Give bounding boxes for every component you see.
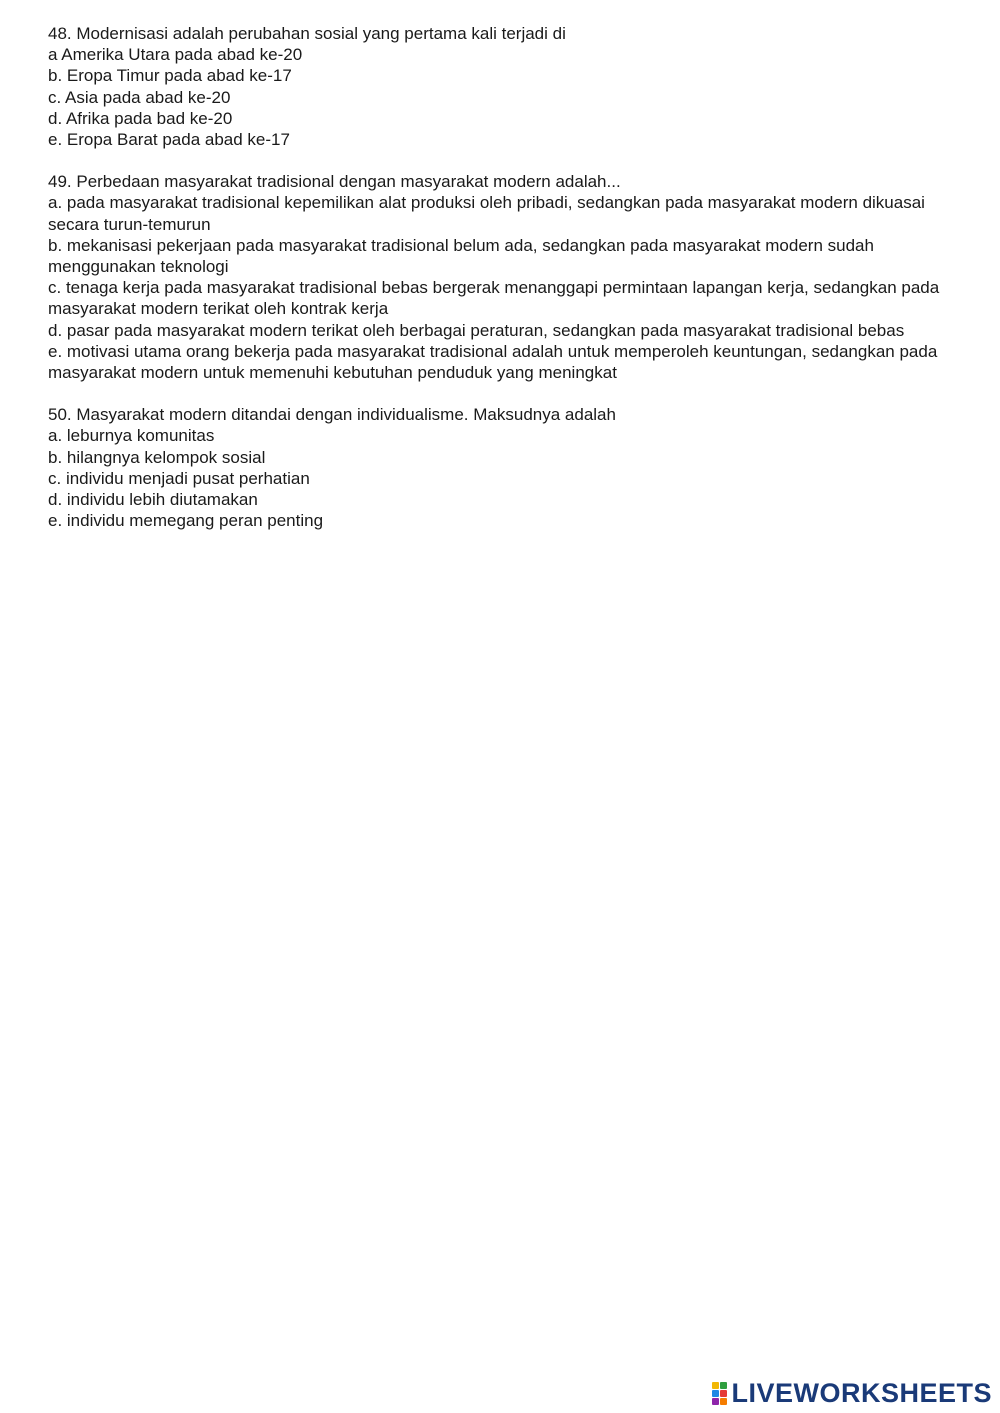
- question-49: [48, 171, 948, 383]
- option-d: d. Afrika pada bad ke-20: [48, 108, 233, 128]
- option-e: e. Eropa Barat pada abad ke-17: [48, 130, 290, 150]
- option-c: c. Asia pada abad ke-20: [48, 87, 231, 107]
- liveworksheets-logo: [712, 1379, 992, 1407]
- question-50: [48, 404, 948, 531]
- question-text: 50. Masyarakat modern ditandai dengan individualisme. Maksudnya adalah: [48, 405, 616, 425]
- option-a: a. pada masyarakat tradisional kepemilikan alat produksi oleh pribadi, sedangkan pada masyarakat modern dikuasai secara turun-temurun: [48, 193, 925, 234]
- option-d: d. pasar pada masyarakat modern terikat oleh berbagai peraturan, sedangkan pada masyarakat tradisional bebas: [48, 320, 905, 340]
- worksheet-page: [48, 23, 948, 552]
- option-b: b. Eropa Timur pada abad ke-17: [48, 66, 292, 86]
- logo-mark-tile: [712, 1398, 719, 1405]
- logo-mark-tile: [712, 1382, 719, 1389]
- logo-mark-tile: [720, 1390, 727, 1397]
- option-c: c. tenaga kerja pada masyarakat tradisional bebas bergerak menanggapi permintaan lapangan kerja, sedangkan pada masyarakat modern terikat oleh kontrak kerja: [48, 278, 940, 319]
- option-e: e. individu memegang peran penting: [48, 511, 324, 531]
- option-d: d. individu lebih diutamakan: [48, 490, 258, 510]
- question-48: [48, 23, 948, 150]
- logo-mark-icon: [712, 1382, 727, 1405]
- option-c: c. individu menjadi pusat perhatian: [48, 468, 310, 488]
- option-a: a Amerika Utara pada abad ke-20: [48, 45, 303, 65]
- logo-mark-tile: [712, 1390, 719, 1397]
- logo-mark-tile: [720, 1382, 727, 1389]
- logo-text: LIVEWORKSHEETS: [731, 1377, 992, 1408]
- question-text: 48. Modernisasi adalah perubahan sosial yang pertama kali terjadi di: [48, 24, 566, 43]
- logo-mark-tile: [720, 1398, 727, 1405]
- option-e: e. motivasi utama orang bekerja pada masyarakat tradisional adalah untuk memperoleh keuntungan, sedangkan pada masyarakat modern untuk memenuhi kebutuhan penduduk yang meningkat: [48, 341, 938, 383]
- option-a: a. leburnya komunitas: [48, 426, 215, 446]
- question-text: 49. Perbedaan masyarakat tradisional dengan masyarakat modern adalah...: [48, 172, 621, 192]
- option-b: b. hilangnya kelompok sosial: [48, 447, 266, 467]
- option-b: b. mekanisasi pekerjaan pada masyarakat tradisional belum ada, sedangkan pada masyarakat modern sudah menggunakan teknologi: [48, 235, 874, 277]
